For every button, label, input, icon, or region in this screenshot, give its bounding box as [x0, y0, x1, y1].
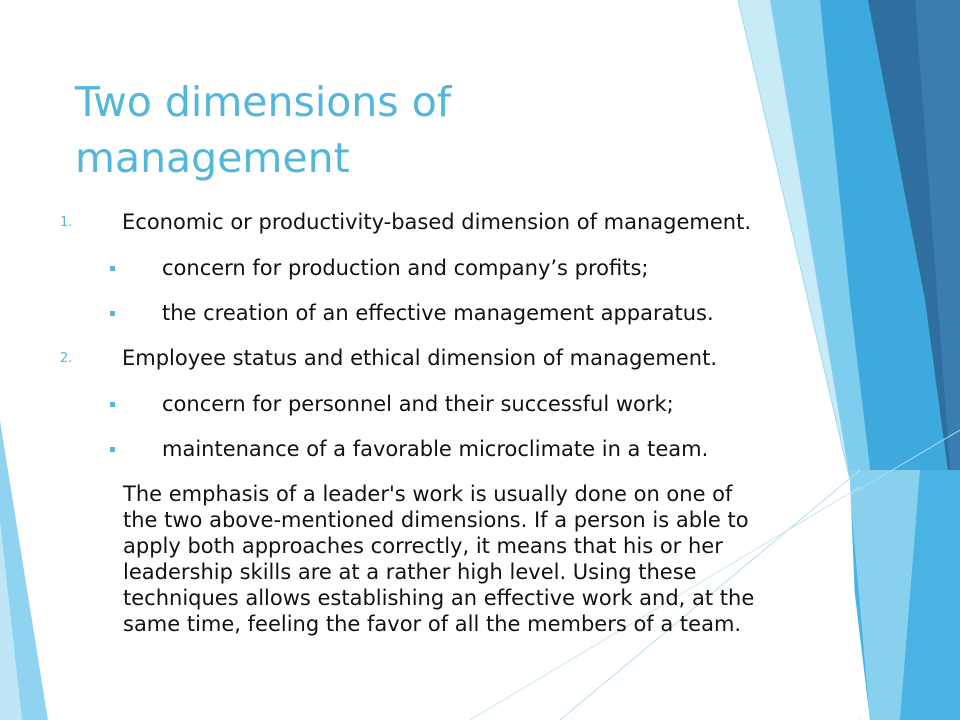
sub-item-text: maintenance of a favorable microclimate in a team.: [162, 437, 709, 461]
bullet-square-icon: [110, 402, 115, 407]
sub-item-text: concern for production and company’s profits;: [162, 256, 649, 280]
bullet-square-icon: [110, 311, 115, 316]
paragraph-line: techniques allows establishing an effective work and, at the: [123, 586, 755, 610]
sub-item-text: the creation of an effective management apparatus.: [162, 301, 714, 325]
bullet-square-icon: [110, 447, 115, 452]
paragraph-line: the two above-mentioned dimensions. If a person is able to: [123, 508, 749, 532]
sub-item-text: concern for personnel and their successful work;: [162, 392, 674, 416]
list-number: 2.: [60, 351, 73, 366]
list-item-text: Economic or productivity-based dimension of management.: [122, 210, 752, 234]
list-item-text: Employee status and ethical dimension of management.: [122, 346, 718, 370]
paragraph-line: apply both approaches correctly, it means that his or her: [123, 534, 723, 558]
summary-paragraph: [123, 481, 863, 637]
list-number: 1.: [60, 215, 73, 230]
title-line: management: [75, 134, 350, 182]
paragraph-line: same time, feeling the favor of all the members of a team.: [123, 612, 742, 636]
paragraph-line: The emphasis of a leader's work is usually done on one of: [123, 482, 733, 506]
title-line: Two dimensions of: [75, 78, 452, 126]
bullet-square-icon: [110, 266, 115, 271]
paragraph-line: leadership skills are at a rather high level. Using these: [123, 560, 697, 584]
